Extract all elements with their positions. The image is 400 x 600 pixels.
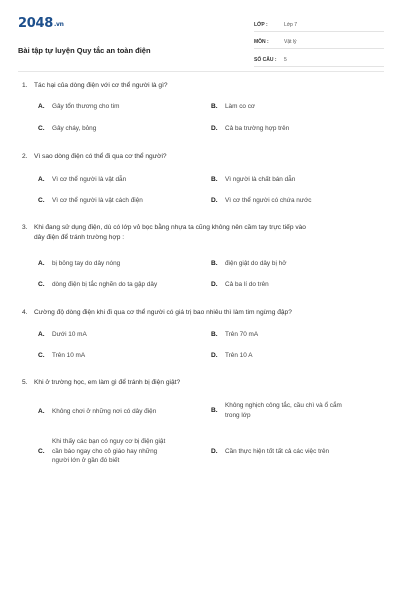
option-text: Trên 10 mA [52, 352, 86, 359]
option-letter: A. [38, 331, 45, 338]
option-letter: C. [38, 281, 45, 288]
option-letter: B. [211, 176, 218, 183]
question-5-option-c[interactable] [38, 437, 188, 466]
question-3-option-c[interactable] [38, 280, 188, 290]
question-2-option-d[interactable] [211, 196, 377, 206]
option-text: bị bỏng tay do dây nóng [52, 260, 121, 267]
meta-value: Vật lý [284, 39, 297, 45]
question-1-option-c[interactable] [38, 124, 188, 134]
option-text: cần báo ngay cho cô giáo hay những [52, 447, 158, 455]
question-4-option-b[interactable] [211, 330, 377, 340]
option-text: Không nghịch công tắc, cầu chì và ổ cắm [225, 402, 342, 409]
question-5-option-d[interactable] [211, 447, 377, 457]
option-letter: B. [211, 260, 218, 267]
header-divider [18, 71, 384, 72]
option-text: trong lớp [225, 411, 251, 419]
question-3-option-a[interactable] [38, 259, 188, 269]
worksheet-header [18, 14, 384, 70]
option-text: Dưới 10 mA [52, 331, 87, 338]
question-5-option-b[interactable] [211, 401, 377, 420]
question-number: 5. [22, 379, 28, 386]
question-3 [22, 223, 372, 243]
question-4-option-d[interactable] [211, 351, 377, 361]
option-letter: D. [211, 352, 218, 359]
meta-label: MÔN : [254, 39, 269, 45]
question-4-option-c[interactable] [38, 351, 188, 361]
option-text: Vì cơ thể người là vật dẫn [52, 176, 127, 183]
option-letter: A. [38, 103, 45, 110]
option-letter: A. [38, 408, 45, 415]
option-text: Khi thấy các bạn có nguy cơ bị điện giật [52, 438, 166, 445]
question-number: 1. [22, 82, 28, 89]
meta-row-subject [254, 34, 384, 50]
option-letter: D. [211, 448, 218, 455]
meta-value: 5 [284, 56, 287, 63]
question-1 [22, 81, 372, 91]
question-number: 3. [22, 224, 28, 231]
option-letter: A. [38, 176, 45, 183]
question-1-option-d[interactable] [211, 124, 377, 134]
worksheet-title: Bài tập tự luyện Quy tắc an toàn điện [18, 46, 151, 55]
option-letter: B. [211, 103, 218, 110]
question-number: 2. [22, 153, 28, 160]
question-1-option-a[interactable] [38, 102, 188, 112]
option-letter: D. [211, 281, 218, 288]
meta-row-class [254, 16, 384, 32]
question-2-option-c[interactable] [38, 196, 188, 206]
question-text: Khi ở trường học, em làm gì để tránh bị điện giật? [34, 379, 181, 386]
option-text: Trên 70 mA [225, 331, 259, 338]
option-letter: A. [38, 260, 45, 267]
option-text: Trên 10 A [225, 352, 253, 359]
question-number: 4. [22, 309, 28, 316]
option-text: Gây tổn thương cho tim [52, 103, 120, 110]
option-letter: C. [38, 447, 45, 455]
question-1-option-b[interactable] [211, 102, 377, 112]
question-text: Khi đang sử dụng điện, dù có lớp vỏ bọc bằng nhựa ta cũng không nên cầm tay trực tiếp vào [34, 224, 306, 231]
option-letter: D. [211, 197, 218, 204]
question-4-option-a[interactable] [38, 330, 188, 340]
option-letter: B. [211, 406, 218, 414]
question-text: Vì sao dòng điện có thể đi qua cơ thể người? [34, 153, 167, 160]
option-text: dòng điện bị tắc nghẽn do ta gập dây [52, 281, 158, 288]
site-logo[interactable] [18, 16, 64, 31]
meta-label: LỚP : [254, 21, 268, 28]
option-text: Gây cháy, bỏng [52, 125, 97, 132]
option-letter: C. [38, 125, 45, 132]
logo-suffix: .vn [53, 21, 64, 28]
question-2 [22, 152, 372, 162]
question-4 [22, 308, 372, 318]
question-text: Tác hại của dòng điện với cơ thể người là gì? [34, 82, 168, 89]
meta-value: Lớp 7 [284, 21, 298, 28]
question-2-option-a[interactable] [38, 175, 188, 185]
option-text: Vì cơ thể người là vật cách điện [52, 197, 143, 204]
option-text: Cả ba trường hợp trên [225, 125, 290, 132]
option-text: điện giật do dây bị hở [225, 260, 287, 267]
meta-info [254, 16, 384, 69]
question-text: dây điện để tránh trường hợp : [34, 234, 125, 241]
question-3-option-b[interactable] [211, 259, 377, 269]
meta-row-count [254, 51, 384, 67]
option-text: Cần thực hiện tốt tất cả các việc trên [225, 448, 330, 455]
question-3-option-d[interactable] [211, 280, 377, 290]
question-2-option-b[interactable] [211, 175, 377, 185]
option-text: Cả ba lí do trên [225, 281, 269, 288]
question-text: Cường độ dòng điện khi đi qua cơ thể người có giá trị bao nhiêu thì làm tim ngừng đập? [34, 309, 292, 316]
option-letter: D. [211, 125, 218, 132]
option-text: Làm co cơ [225, 103, 256, 110]
logo-text: 2048 [18, 16, 53, 31]
option-text: Vì cơ thể người có chứa nước [225, 197, 312, 204]
option-text: Không chơi ở những nơi có dây điện [52, 408, 157, 415]
option-letter: B. [211, 331, 218, 338]
option-letter: C. [38, 352, 45, 359]
option-text: người lớn ở gần đó biết [52, 457, 120, 464]
option-text: Vì người là chất bán dẫn [225, 176, 296, 183]
meta-label: SỐ CÂU : [254, 56, 277, 63]
option-letter: C. [38, 197, 45, 204]
question-5 [22, 378, 372, 388]
question-5-option-a[interactable] [38, 407, 188, 417]
